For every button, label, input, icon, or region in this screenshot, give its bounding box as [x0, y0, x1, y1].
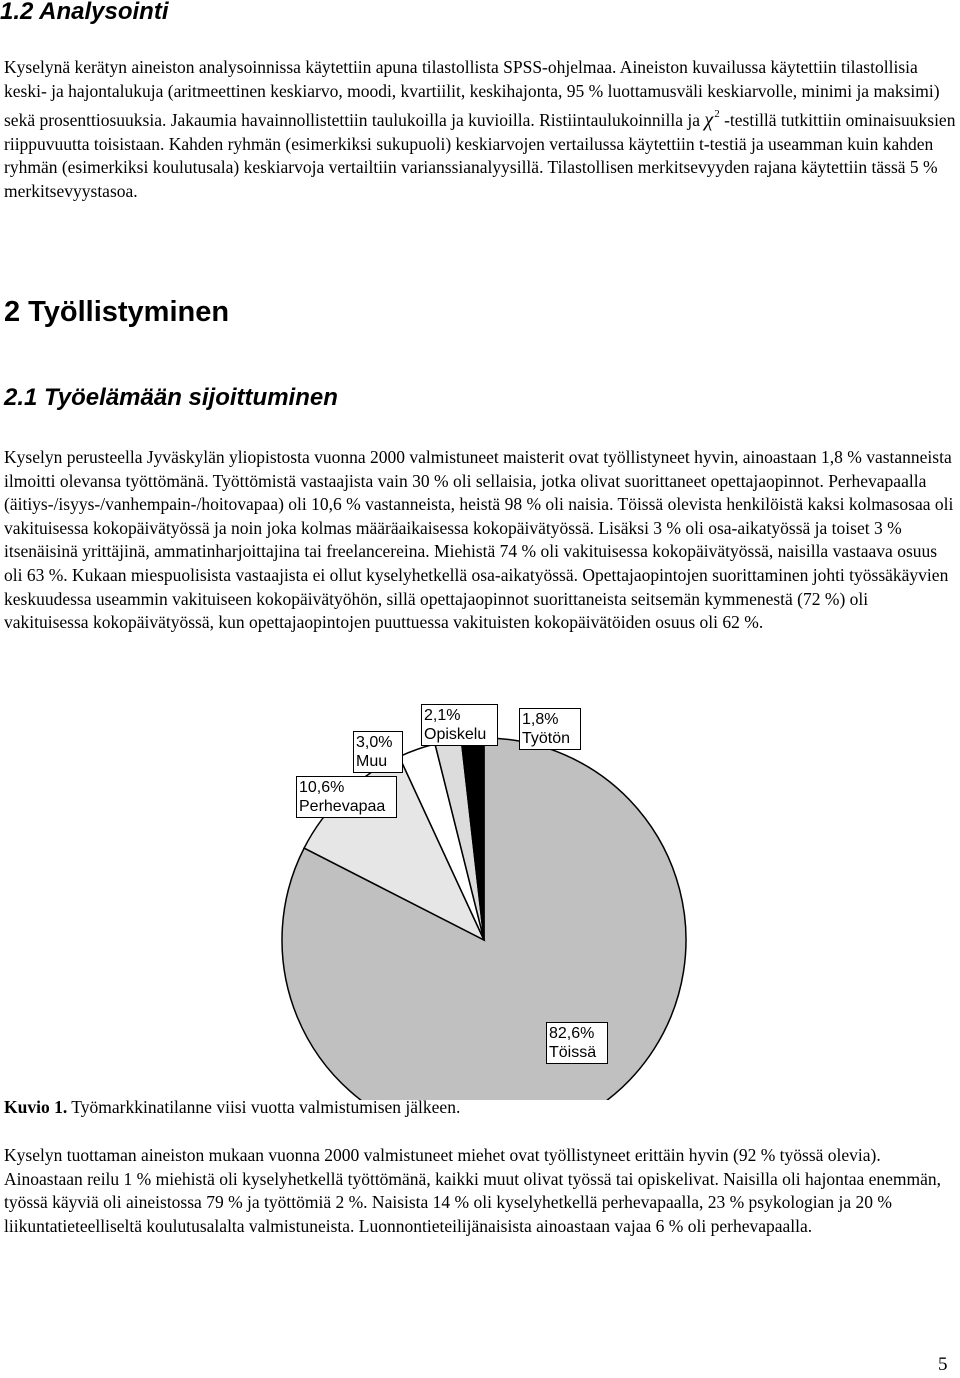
figure-caption-label: Kuvio 1.: [4, 1097, 68, 1117]
pie-label-perhevapaa-value: 10,6%: [299, 779, 345, 796]
analysis-text-part-2: -testillä tutkittiin ominaisuuksien riippuvuutta toisistaan. Kahden ryhmän (esimerkiksi sukupuoli) keskiarvojen vertailussa käytettiin t-testiä ja useamman kuin kahden ryhmän (esimerkiksi koulutusala) keskiarvoja vertailtiin varianssianalyysillä. Tilastollisen merkitsevyyden rajana käytettiin tässä 5 % merkitsevyystasoa.: [4, 110, 956, 201]
pie-label-tyoton-value: 1,8%: [522, 711, 559, 728]
pie-label-tyoton-name: Työtön: [522, 730, 571, 747]
pie-label-opiskelu-value: 2,1%: [424, 707, 461, 724]
chi-square-exponent: 2: [714, 108, 720, 121]
gender-paragraph: Kyselyn tuottaman aineiston mukaan vuonna 2000 valmistuneet miehet ovat työllistyneet erittäin hyvin (92 % työssä olevia). Ainoastaan reilu 1 % miehistä oli kyselyhetkellä työttömänä, kaikki muut olivat työssä tai opiskelivat. Naisilla oli hajontaa enemmän, työssä käyviä oli aineistossa 79 % ja työttömiä 2 %. Naisista 14 % oli kyselyhetkellä perhevapaalla, 23 % psykologian ja 20 % liikuntatieteelliseltä koulutusalalta valmistuneista. Luonnontieteilijänaisista ainoastaan vajaa 6 % oli perhevapaalla.: [4, 1145, 942, 1236]
labour-market-pie-chart: [0, 690, 960, 1100]
pie-label-toissa-value: 82,6%: [549, 1025, 595, 1042]
figure-caption: [4, 1097, 460, 1118]
section-heading-analysointi: 1.2 Analysointi: [0, 0, 169, 25]
pie-label-opiskelu-name: Opiskelu: [424, 726, 487, 743]
pie-label-tyoton: [519, 708, 581, 750]
chapter-heading-tyollistyminen: 2 Työllistyminen: [4, 296, 230, 328]
page-number: 5: [938, 1354, 948, 1375]
pie-label-perhevapaa: [296, 776, 397, 818]
figure-caption-text: Työmarkkinatilanne viisi vuotta valmistumisen jälkeen.: [67, 1097, 461, 1117]
employment-paragraph: Kyselyn perusteella Jyväskylän yliopistosta vuonna 2000 valmistuneet maisterit ovat työllistyneet hyvin, ainoastaan 1,8 % vastanneista ilmoitti olevansa työttömänä. Työttömistä vastaajista vain 30 % oli sellaisia, jotka olivat suorittaneet opettajaopinnot. Perhevapaalla (äitiys-/isyys-/vanhempain-/hoitovapaa) oli 10,6 % vastanneista, heistä 98 % oli naisia. Töissä olevista henkilöistä kaksi kolmasosaa oli vakituisessa kokopäivätyössä ja noin joka kolmas määräaikaisessa kokopäivätyössä. Lisäksi 3 % oli osa-aikatyössä ja toiset 3 % itsenäisinä yrittäjinä, ammatinharjoittajina tai freelancereina. Miehistä 74 % oli vakituisessa kokopäivätyössä, naisilla vastaava osuus oli 63 %. Kukaan miespuolisista vastaajista ei ollut kyselyhetkellä osa-aikatyössä. Opettajaopintojen suorittaminen johti työssäkäyvien keskuudessa useammin vakituiseen kokopäivätyöhön, sillä opettajaopinnot suorittaneista seitsemän kymmenestä (72 %) oli vakituisessa kokopäivätyössä, kun opettajaopintojen puuttuessa vakituisten kokopäivätöiden osuus oli 62 %.: [4, 447, 954, 633]
analysis-paragraph: [4, 56, 956, 204]
chi-square-symbol: χ: [704, 109, 714, 132]
pie-label-muu: [353, 731, 403, 773]
analysis-text-part-1: Kyselynä kerätyn aineiston analysoinnissa käytettiin apuna tilastollista SPSS-ohjelmaa. Aineiston kuvailussa käytettiin tilastollisia keski- ja hajontalukuja (aritmeettinen keskiarvo, moodi, kvartiilit, keskihajonta, 95 % luottamusväli keskiarvolle, minimi ja maksimi) sekä prosenttiosuuksia. Jakaumia havainnollistettiin taulukoilla ja kuvioilla. Ristiintaulukoinnilla ja: [4, 57, 940, 131]
pie-label-perhevapaa-name: Perhevapaa: [299, 798, 386, 815]
pie-label-opiskelu: [421, 704, 498, 746]
pie-label-toissa: [546, 1022, 608, 1064]
pie-label-toissa-name: Töissä: [549, 1044, 597, 1061]
pie-label-muu-name: Muu: [356, 753, 388, 770]
pie-label-muu-value: 3,0%: [356, 734, 393, 751]
section-heading-tyoelamaan-sijoittuminen: 2.1 Työelämään sijoittuminen: [4, 384, 338, 411]
